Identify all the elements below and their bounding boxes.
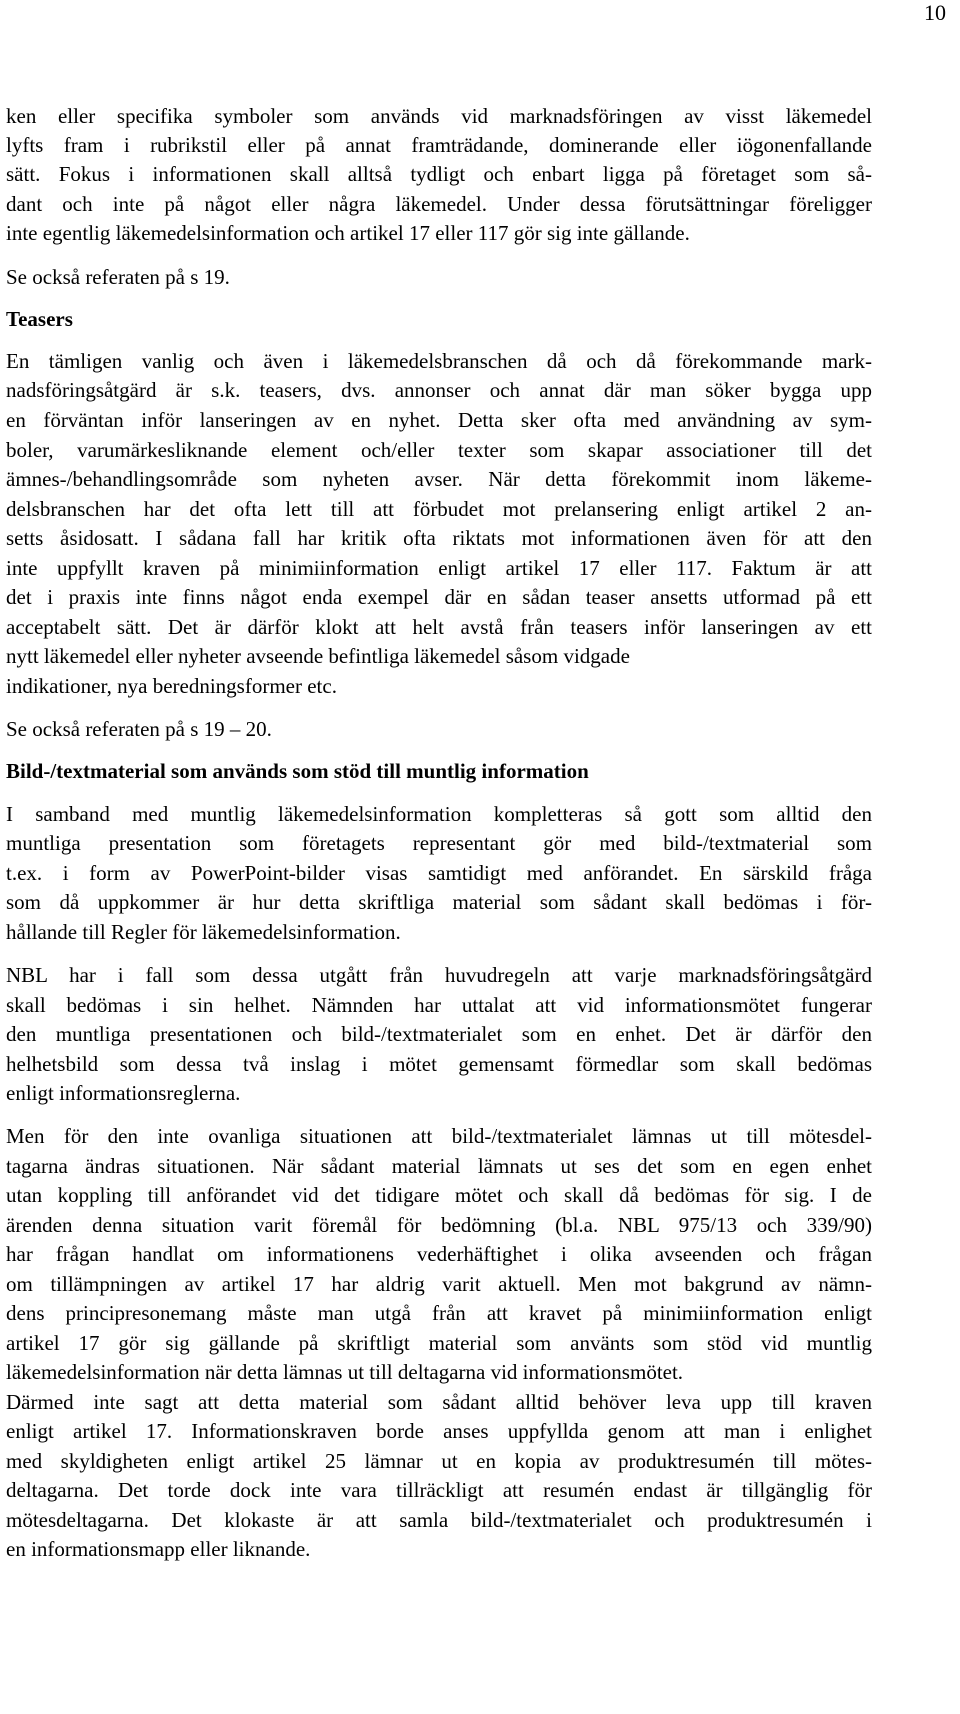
text-line: Se också referaten på s 19 – 20. — [6, 717, 272, 741]
text-line: om tillämpningen av artikel 17 har aldrig varit aktuell. Men mot bakgrund av nämn- — [6, 1272, 872, 1296]
text-line: med skyldigheten enligt artikel 25 lämnar ut en kopia av produktresumén till mötes- — [6, 1449, 872, 1473]
text-line: som då uppkommer är hur detta skriftliga material som sådant skall bedömas i för- — [6, 890, 872, 914]
text-line: dant och inte på något eller några läkemedel. Under dessa förutsättningar föreligger — [6, 192, 872, 216]
text-line: hållande till Regler för läkemedelsinformation. — [6, 920, 401, 944]
text-line: ärenden denna situation varit föremål för bedömning (bl.a. NBL 975/13 och 339/90) — [6, 1213, 872, 1237]
section-heading: Teasers — [6, 307, 73, 331]
text-line: en förväntan inför lanseringen av en nyhet. Detta sker ofta med användning av sym- — [6, 408, 872, 432]
text-line: muntliga presentation som företagets representant gör med bild-/textmaterial som — [6, 831, 872, 855]
text-line: En tämligen vanlig och även i läkemedelsbranschen då och då förekommande mark- — [6, 349, 872, 373]
text-line: indikationer, nya beredningsformer etc. — [6, 674, 337, 698]
text-line: ämnes-/behandlingsområde som nyheten avser. När detta förekommit inom läkeme- — [6, 467, 872, 491]
text-line: skall bedömas i sin helhet. Nämnden har uttalat att vid informationsmötet fungerar — [6, 993, 872, 1017]
text-line: deltagarna. Det torde dock inte vara tillräckligt att resumén endast är tillgänglig för — [6, 1478, 872, 1502]
section-heading: Bild-/textmaterial som används som stöd till muntlig information — [6, 759, 589, 783]
text-line: setts åsidosatt. I sådana fall har kritik ofta riktats mot informationen även för att den — [6, 526, 872, 550]
text-line: artikel 17 gör sig gällande på skriftligt material som använts som stöd vid muntlig — [6, 1331, 872, 1355]
text-line: NBL har i fall som dessa utgått från huvudregeln att varje marknadsföringsåtgärd — [6, 963, 872, 987]
text-line: inte uppfyllt kraven på minimiinformation enligt artikel 17 eller 117. Faktum är att — [6, 556, 872, 580]
text-line: Men för den inte ovanliga situationen att bild-/textmaterialet lämnas ut till mötesdel- — [6, 1124, 872, 1148]
text-line: tagarna ändras situationen. När sådant material lämnats ut ses det som en egen enhet — [6, 1154, 872, 1178]
text-line: lyfts fram i rubrikstil eller på annat framträdande, dominerande eller iögonenfallande — [6, 133, 872, 157]
text-line: enligt informationsreglerna. — [6, 1081, 241, 1105]
text-line: mötesdeltagarna. Det klokaste är att samla bild-/textmaterialet och produktresumén i — [6, 1508, 872, 1532]
text-line: enligt artikel 17. Informationskraven borde anses uppfyllda genom att man i enlighet — [6, 1419, 872, 1443]
text-line: delsbranschen har det ofta lett till att förbudet mot prelansering enligt artikel 2 an- — [6, 497, 872, 521]
text-line: helhetsbild som dessa två inslag i mötet gemensamt förmedlar som skall bedömas — [6, 1052, 872, 1076]
text-line: sätt. Fokus i informationen skall alltså tydligt och enbart ligga på företaget som så- — [6, 162, 872, 186]
text-line: Se också referaten på s 19. — [6, 265, 230, 289]
text-line: läkemedelsinformation när detta lämnas ut till deltagarna vid informationsmötet. — [6, 1360, 684, 1384]
page-number: 10 — [924, 0, 946, 25]
text-line: nadsföringsåtgärd är s.k. teasers, dvs. annonser och annat där man söker bygga upp — [6, 378, 872, 402]
text-line: dens principresonemang måste man utgå från att kravet på minimiinformation enligt — [6, 1301, 872, 1325]
text-line: I samband med muntlig läkemedelsinformation kompletteras så gott som alltid den — [6, 802, 872, 826]
text-line: det i praxis inte finns något enda exempel där en sådan teaser ansetts utformad på ett — [6, 585, 872, 609]
text-line: acceptabelt sätt. Det är därför klokt att helt avstå från teasers inför lanseringen av ett — [6, 615, 872, 639]
text-line: Därmed inte sagt att detta material som sådant alltid behöver leva upp till kraven — [6, 1390, 872, 1414]
text-line: har frågan handlat om informationens vederhäftighet i olika avseenden och frågan — [6, 1242, 872, 1266]
text-line: ken eller specifika symboler som används vid marknadsföringen av visst läkemedel — [6, 104, 872, 128]
text-line: t.ex. i form av PowerPoint-bilder visas samtidigt med anförandet. En särskild fråga — [6, 861, 872, 885]
text-line: boler, varumärkesliknande element och/eller texter som skapar associationer till det — [6, 438, 872, 462]
text-line: en informationsmapp eller liknande. — [6, 1537, 311, 1561]
text-line: utan koppling till anförandet vid det tidigare mötet och skall då bedömas för sig. I de — [6, 1183, 872, 1207]
text-line: nytt läkemedel eller nyheter avseende befintliga läkemedel såsom vidgade — [6, 644, 630, 668]
text-line: inte egentlig läkemedelsinformation och artikel 17 eller 117 gör sig inte gällande. — [6, 221, 690, 245]
text-line: den muntliga presentationen och bild-/textmaterialet som en enhet. Det är därför den — [6, 1022, 872, 1046]
